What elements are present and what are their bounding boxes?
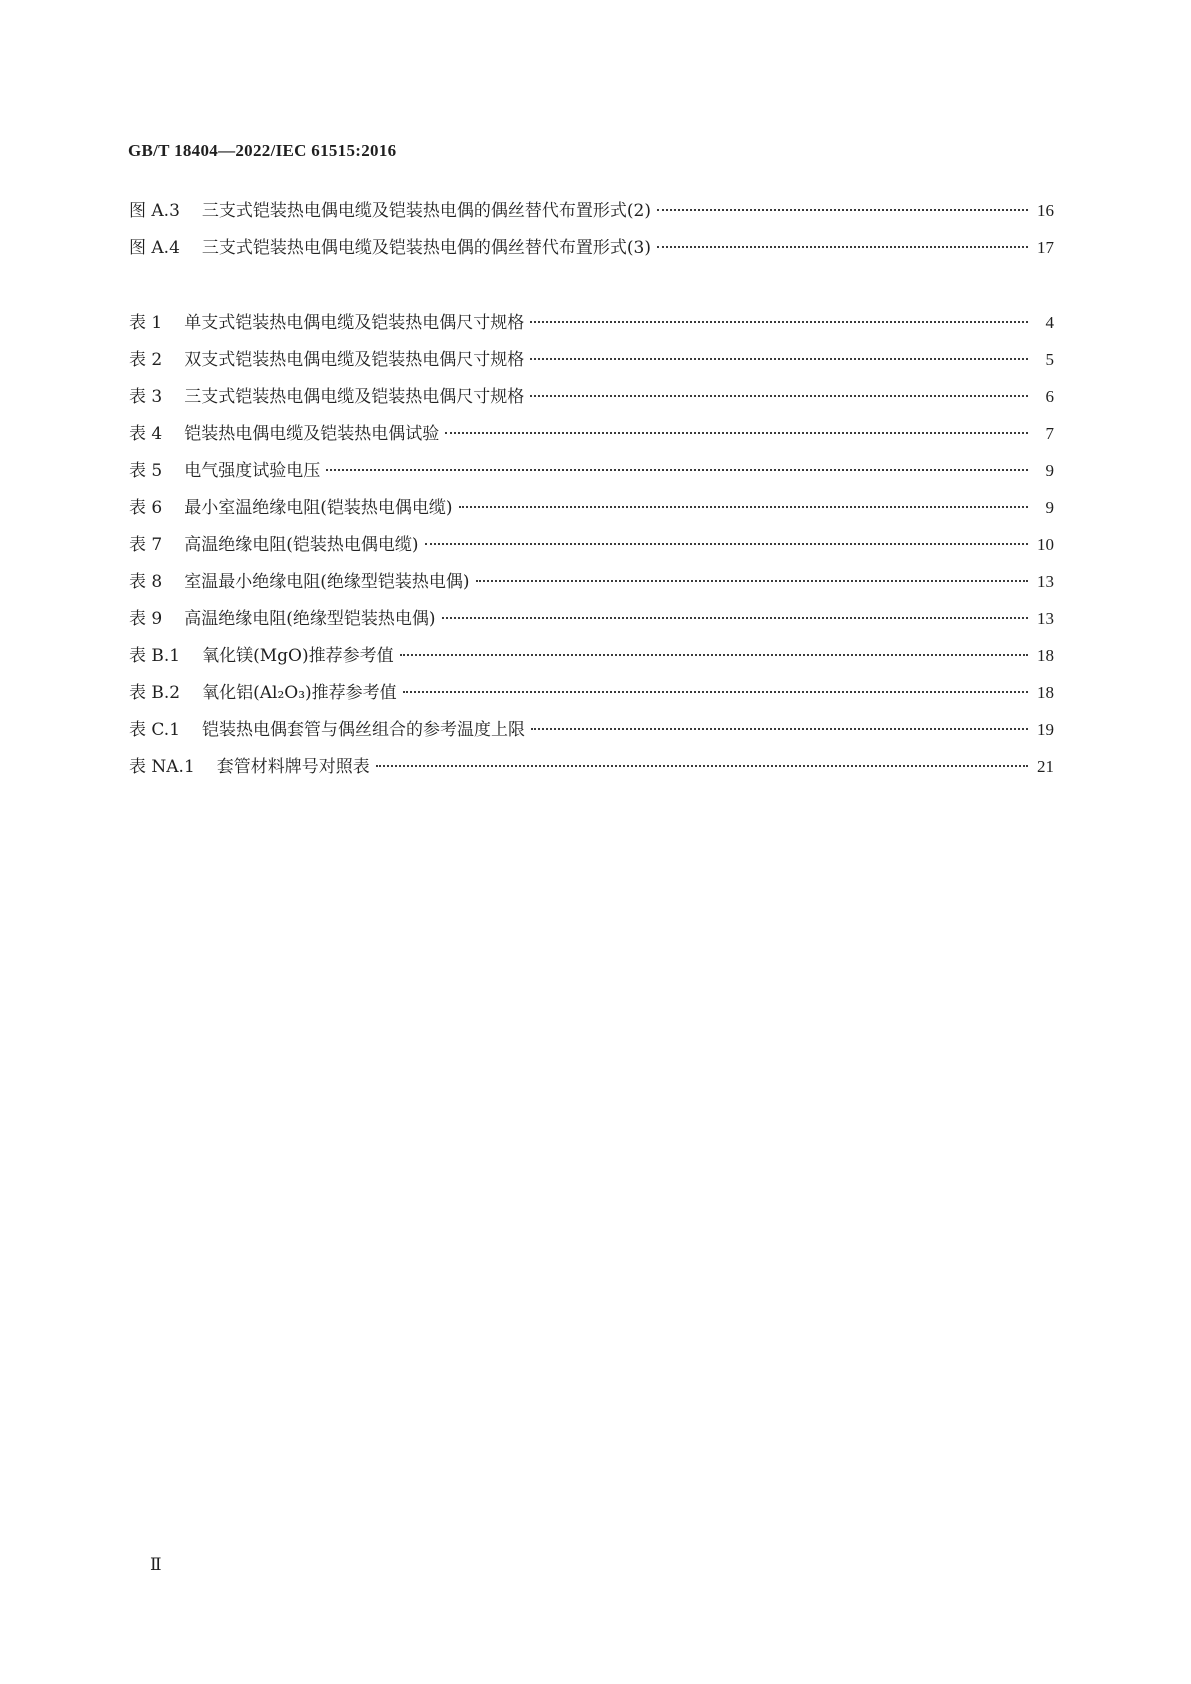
table-title: 铠装热电偶套管与偶丝组合的参考温度上限 bbox=[202, 720, 526, 740]
toc-entry-label bbox=[129, 567, 470, 592]
dot-leader bbox=[531, 728, 1028, 730]
dot-leader bbox=[657, 209, 1028, 211]
table-title: 氧化铝(Al₂O₃)推荐参考值 bbox=[202, 683, 397, 703]
table-title: 双支式铠装热电偶电缆及铠装热电偶尺寸规格 bbox=[184, 350, 525, 370]
toc-entry[interactable] bbox=[129, 678, 1054, 715]
page-number: 6 bbox=[1045, 387, 1054, 406]
table-number: 表 C.1 bbox=[129, 720, 181, 740]
toc-entry-label bbox=[129, 233, 651, 258]
figure-number: 图 A.3 bbox=[129, 201, 180, 221]
toc-entry[interactable] bbox=[129, 752, 1054, 789]
table-number: 表 6 bbox=[129, 498, 163, 518]
toc-entry-label bbox=[129, 308, 524, 333]
toc-entry-label bbox=[129, 604, 436, 629]
table-title: 氧化镁(MgO)推荐参考值 bbox=[202, 646, 394, 666]
table-number: 表 B.2 bbox=[129, 683, 181, 703]
toc-entry[interactable] bbox=[129, 567, 1054, 604]
table-title: 单支式铠装热电偶电缆及铠装热电偶尺寸规格 bbox=[184, 313, 525, 333]
toc-entry-label bbox=[129, 752, 370, 777]
table-title: 三支式铠装热电偶电缆及铠装热电偶尺寸规格 bbox=[184, 387, 525, 407]
toc-entry[interactable] bbox=[129, 493, 1054, 530]
dot-leader bbox=[403, 691, 1028, 693]
page-number: 10 bbox=[1037, 535, 1054, 554]
table-number: 表 1 bbox=[129, 313, 163, 333]
page-number: 4 bbox=[1045, 313, 1054, 332]
toc-entry-label bbox=[129, 530, 419, 555]
toc-entry[interactable] bbox=[129, 308, 1054, 345]
toc-entry-label bbox=[129, 345, 524, 370]
toc-entry-label bbox=[129, 678, 397, 703]
dot-leader bbox=[326, 469, 1028, 471]
table-number: 表 9 bbox=[129, 609, 163, 629]
toc-entry[interactable] bbox=[129, 715, 1054, 752]
table-title: 套管材料牌号对照表 bbox=[216, 757, 370, 777]
page-number: 18 bbox=[1037, 683, 1054, 702]
page-number: 9 bbox=[1045, 461, 1054, 480]
table-title: 最小室温绝缘电阻(铠装热电偶电缆) bbox=[184, 498, 453, 518]
toc-entry[interactable] bbox=[129, 345, 1054, 382]
toc-entry-label bbox=[129, 715, 525, 740]
page-number: 18 bbox=[1037, 646, 1054, 665]
dot-leader bbox=[376, 765, 1028, 767]
table-number: 表 NA.1 bbox=[129, 757, 195, 777]
table-number: 表 7 bbox=[129, 535, 163, 555]
table-title: 电气强度试验电压 bbox=[184, 461, 321, 481]
standard-number-header: GB/T 18404—2022/IEC 61515:2016 bbox=[128, 141, 397, 160]
table-number: 表 B.1 bbox=[129, 646, 181, 666]
dot-leader bbox=[400, 654, 1028, 656]
table-number: 表 8 bbox=[129, 572, 163, 592]
dot-leader bbox=[425, 543, 1029, 545]
toc-entry[interactable] bbox=[129, 233, 1054, 270]
toc-entry-label bbox=[129, 419, 439, 444]
toc-entry[interactable] bbox=[129, 456, 1054, 493]
toc-entry[interactable] bbox=[129, 196, 1054, 233]
toc-entry-label bbox=[129, 196, 651, 221]
dot-leader bbox=[476, 580, 1029, 582]
toc-entry[interactable] bbox=[129, 530, 1054, 567]
figure-title: 三支式铠装热电偶电缆及铠装热电偶的偶丝替代布置形式(2) bbox=[201, 201, 651, 221]
table-title: 高温绝缘电阻(绝缘型铠装热电偶) bbox=[184, 609, 436, 629]
table-title: 铠装热电偶电缆及铠装热电偶试验 bbox=[184, 424, 440, 444]
dot-leader bbox=[530, 395, 1028, 397]
table-title: 室温最小绝缘电阻(绝缘型铠装热电偶) bbox=[184, 572, 470, 592]
page-number: 13 bbox=[1037, 609, 1054, 628]
page-number: 21 bbox=[1037, 757, 1054, 776]
table-number: 表 5 bbox=[129, 461, 163, 481]
toc-entry[interactable] bbox=[129, 604, 1054, 641]
dot-leader bbox=[530, 321, 1028, 323]
table-number: 表 3 bbox=[129, 387, 163, 407]
page-number: 13 bbox=[1037, 572, 1054, 591]
toc-entry[interactable] bbox=[129, 382, 1054, 419]
page-number: 16 bbox=[1037, 201, 1054, 220]
toc-entry-label bbox=[129, 382, 524, 407]
footer-page-number: Ⅱ bbox=[150, 1555, 162, 1574]
dot-leader bbox=[445, 432, 1028, 434]
page-number: 19 bbox=[1037, 720, 1054, 739]
page-number: 17 bbox=[1037, 238, 1054, 257]
dot-leader bbox=[442, 617, 1029, 619]
toc-entry[interactable] bbox=[129, 419, 1054, 456]
table-title: 高温绝缘电阻(铠装热电偶电缆) bbox=[184, 535, 419, 555]
toc-entry[interactable] bbox=[129, 641, 1054, 678]
figure-title: 三支式铠装热电偶电缆及铠装热电偶的偶丝替代布置形式(3) bbox=[201, 238, 651, 258]
table-number: 表 4 bbox=[129, 424, 163, 444]
page-number: 9 bbox=[1045, 498, 1054, 517]
table-number: 表 2 bbox=[129, 350, 163, 370]
dot-leader bbox=[530, 358, 1028, 360]
list-of-tables bbox=[129, 308, 1054, 789]
toc-entry-label bbox=[129, 641, 394, 666]
list-of-figures bbox=[129, 196, 1054, 270]
dot-leader bbox=[459, 506, 1029, 508]
toc-entry-label bbox=[129, 493, 453, 518]
toc-entry-label bbox=[129, 456, 320, 481]
page-number: 7 bbox=[1045, 424, 1054, 443]
figure-number: 图 A.4 bbox=[129, 238, 180, 258]
page-number: 5 bbox=[1045, 350, 1054, 369]
dot-leader bbox=[657, 246, 1028, 248]
